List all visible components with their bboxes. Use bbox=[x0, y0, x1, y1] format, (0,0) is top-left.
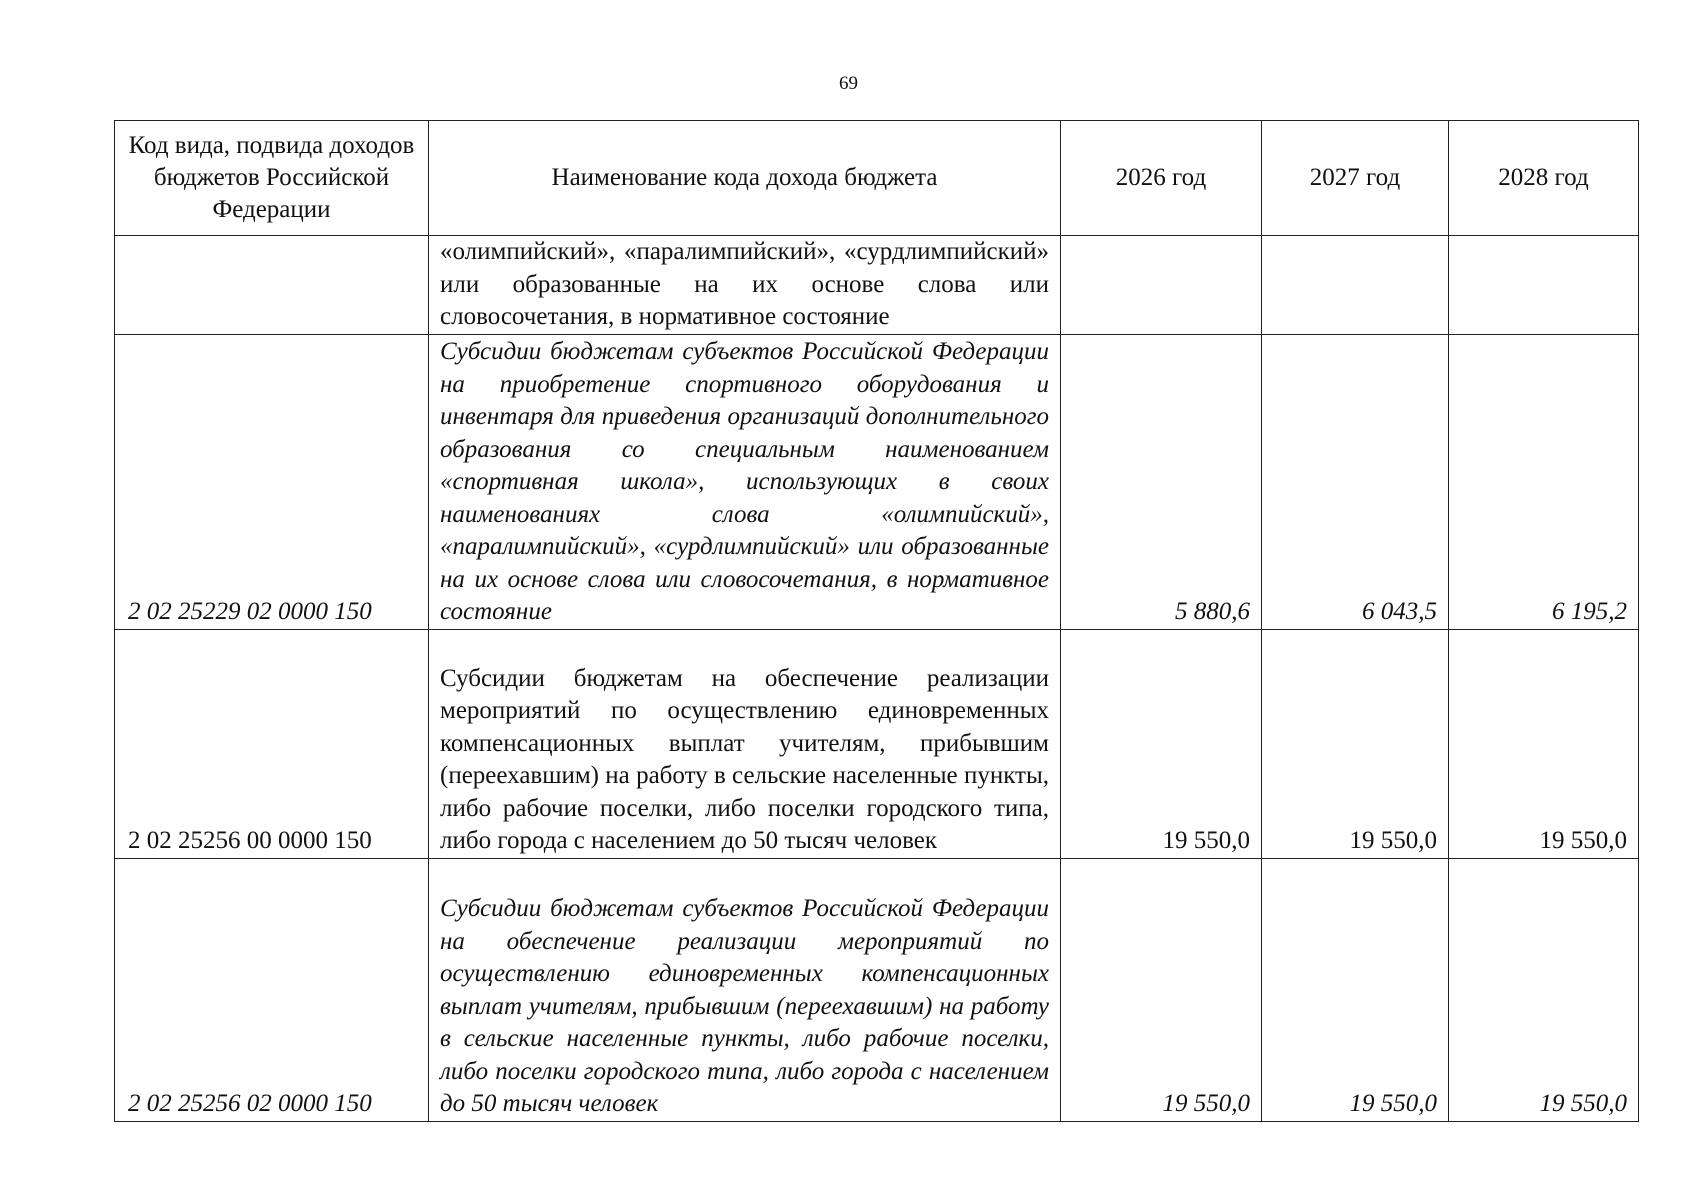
header-row bbox=[115, 121, 1639, 236]
row-value-2026 bbox=[1061, 236, 1262, 335]
row-value-2027 bbox=[1262, 236, 1449, 335]
row-value-2027: 19 550,0 bbox=[1262, 858, 1449, 1121]
table-header bbox=[115, 121, 1639, 236]
row-code: 2 02 25229 02 0000 150 bbox=[115, 334, 429, 629]
header-year-2028: 2028 год bbox=[1449, 121, 1639, 236]
row-code: 2 02 25256 02 0000 150 bbox=[115, 858, 429, 1121]
row-value-2028: 19 550,0 bbox=[1449, 858, 1639, 1121]
table-row bbox=[115, 236, 1639, 335]
row-value-2028 bbox=[1449, 236, 1639, 335]
row-value-2026: 19 550,0 bbox=[1061, 858, 1262, 1121]
row-value-2027: 6 043,5 bbox=[1262, 334, 1449, 629]
row-name: «олимпийский», «паралимпийский», «сурдлимпийский» или образованные на их основе слова или словосочетания, в нормативное состояние bbox=[429, 236, 1061, 335]
page-number: 69 bbox=[839, 73, 858, 94]
row-value-2027: 19 550,0 bbox=[1262, 629, 1449, 858]
budget-revenue-table bbox=[114, 120, 1639, 1122]
row-name: Субсидии бюджетам субъектов Российской Федерации на приобретение спортивного оборудования и инвентаря для приведения организаций дополнительного образования со специальным наименованием «спортивная школа», использующих в своих наименованиях слова «олимпийский», «паралимпийский», «сурдлимпийский» или образованные на их основе слова или словосочетания, в нормативное состояние bbox=[429, 334, 1061, 629]
row-value-2026: 19 550,0 bbox=[1061, 629, 1262, 858]
row-code: 2 02 25256 00 0000 150 bbox=[115, 629, 429, 858]
header-code: Код вида, подвида доходов бюджетов Российской Федерации bbox=[115, 121, 429, 236]
row-value-2028: 6 195,2 bbox=[1449, 334, 1639, 629]
table-row bbox=[115, 629, 1639, 858]
table-row bbox=[115, 858, 1639, 1121]
header-year-2026: 2026 год bbox=[1061, 121, 1262, 236]
row-code bbox=[115, 236, 429, 335]
table-body bbox=[115, 236, 1639, 1122]
row-value-2028: 19 550,0 bbox=[1449, 629, 1639, 858]
header-name: Наименование кода дохода бюджета bbox=[429, 121, 1061, 236]
row-name: Субсидии бюджетам на обеспечение реализации мероприятий по осуществлению единовременных компенсационных выплат учителям, прибывшим (переехавшим) на работу в сельские населенные пункты, либо рабочие поселки, либо поселки городского типа, либо города с населением до 50 тысяч человек bbox=[429, 629, 1061, 858]
row-name: Субсидии бюджетам субъектов Российской Федерации на обеспечение реализации мероприятий по осуществлению единовременных компенсационных выплат учителям, прибывшим (переехавшим) на работу в сельские населенные пункты, либо рабочие поселки, либо поселки городского типа, либо города с населением до 50 тысяч человек bbox=[429, 858, 1061, 1121]
row-value-2026: 5 880,6 bbox=[1061, 334, 1262, 629]
header-year-2027: 2027 год bbox=[1262, 121, 1449, 236]
table-row bbox=[115, 334, 1639, 629]
